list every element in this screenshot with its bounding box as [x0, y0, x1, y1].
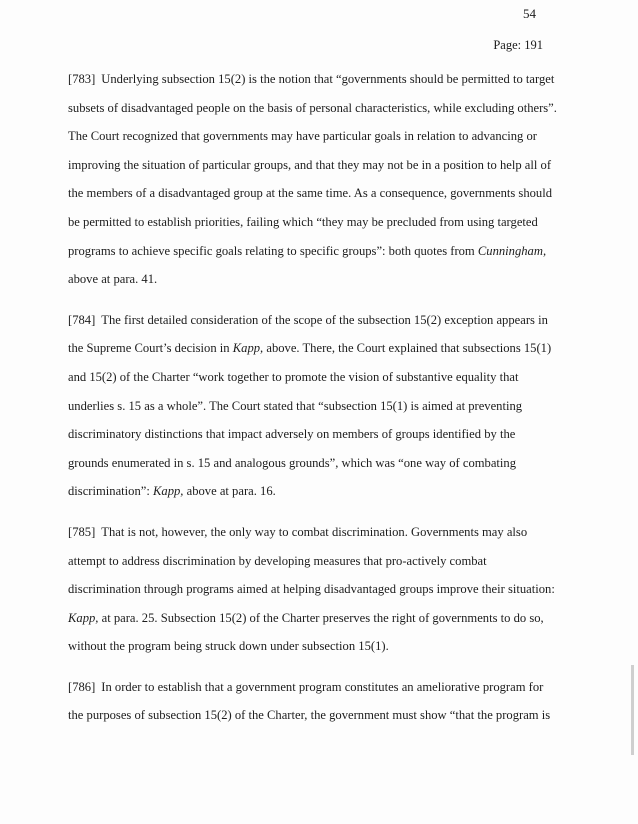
- paragraph-text: above at para. 41.: [68, 272, 158, 287]
- case-citation: Kapp,: [232, 341, 264, 356]
- paragraph-784: [68, 306, 558, 506]
- paragraph-number: [786]: [68, 679, 96, 694]
- case-citation: Cunningham,: [477, 243, 547, 258]
- paragraph-number: [784]: [68, 312, 96, 327]
- paragraph-number: [785]: [68, 524, 96, 539]
- case-citation: Kapp,: [153, 484, 184, 499]
- scan-edge-mark: [631, 665, 634, 755]
- case-citation: Kapp,: [68, 610, 99, 625]
- document-body: [68, 65, 558, 742]
- paragraph-text: The first detailed consideration of the scope of the subsection 15(2) exception appears in the Supreme Court’s decision in: [68, 312, 548, 356]
- paragraph-text: Underlying subsection 15(2) is the notion that “governments should be permitted to target subsets of disadvantaged people on the basis of personal characteristics, while excluding others”. The Court recognized that governments may have particular goals in relation to advancing or improving the situation of particular groups, and that they may not be in a position to help all of the members of a disadvantaged group at the same time. As a consequence, governments should be permitted to establish priorities, failing which “they may be precluded from using targeted programs to achieve specific goals relating to specific groups”: both quotes from: [68, 72, 557, 258]
- page-reference: Page: 191: [493, 38, 543, 52]
- paragraph-text: above at para. 16.: [183, 484, 276, 499]
- paragraph-text: at para. 25. Subsection 15(2) of the Charter preserves the right of governments to do so, without the program being struck down under subsection 15(1).: [68, 610, 544, 654]
- paragraph-text: In order to establish that a government program constitutes an ameliorative program for the purposes of subsection 15(2) of the Charter, the government must show “that the program is: [68, 679, 551, 723]
- paragraph-number: [783]: [68, 72, 96, 86]
- paragraph-text: That is not, however, the only way to combat discrimination. Governments may also attempt to address discrimination by developing measures that pro-actively combat discrimination through programs aimed at helping disadvantaged groups improve their situation:: [68, 524, 555, 597]
- paragraph-text: above. There, the Court explained that subsections 15(1) and 15(2) of the Charter “work together to promote the vision of substantive equality that underlies s. 15 as a whole”. The Court stated that “subsection 15(1) is aimed at preventing discriminatory distinctions that impact adversely on members of groups identified by the grounds enumerated in s. 15 and analogous grounds”, which was “one way of combating discrimination”:: [68, 341, 552, 499]
- paragraph-786: [68, 673, 558, 730]
- page-number: 54: [523, 6, 536, 21]
- paragraph-785: [68, 518, 558, 661]
- paragraph-783: [68, 65, 558, 294]
